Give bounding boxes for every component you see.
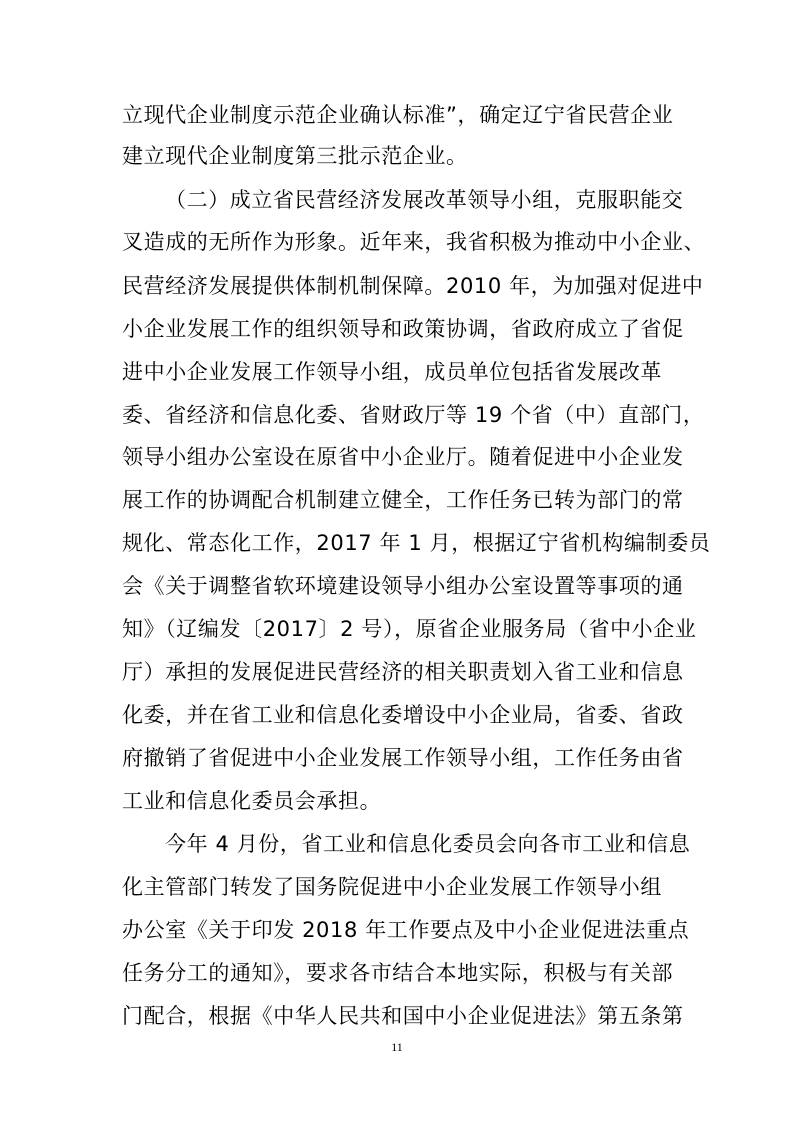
text-line: 领导小组办公室设在原省中小企业厅。随着促进中小企业发 (122, 445, 684, 469)
text-line: 办公室《关于印发 2018 年工作要点及中小企业促进法重点 (122, 918, 690, 942)
text-line: 今年 4 月份，省工业和信息化委员会向各市工业和信息 (165, 832, 691, 856)
text-line: 立现代企业制度示范企业确认标准”，确定辽宁省民营企业 (122, 103, 674, 127)
text-line: 知》（辽编发〔2017〕2 号），原省企业服务局（省中小企业 (122, 617, 697, 641)
text-line: 民营经济发展提供体制机制保障。2010 年，为加强对促进中 (122, 274, 704, 298)
text-line: 任务分工的通知》，要求各市结合本地实际，积极与有关部 (122, 961, 674, 985)
text-line: 门配合，根据《中华人民共和国中小企业促进法》第五条第 (122, 1004, 684, 1028)
text-line: 化主管部门转发了国务院促进中小企业发展工作领导小组 (122, 875, 662, 899)
text-line: 委、省经济和信息化委、省财政厅等 19 个省（中）直部门， (122, 403, 705, 427)
text-line: 厅）承担的发展促进民营经济的相关职责划入省工业和信息 (122, 660, 684, 684)
text-line: 进中小企业发展工作领导小组，成员单位包括省发展改革 (122, 360, 662, 384)
text-line: 小企业发展工作的组织领导和政策协调，省政府成立了省促 (122, 317, 684, 341)
text-line: 会《关于调整省软环境建设领导小组办公室设置等事项的通 (122, 574, 684, 598)
text-line: 叉造成的无所作为形象。近年来，我省积极为推动中小企业、 (122, 230, 706, 254)
text-line: 建立现代企业制度第三批示范企业。 (122, 144, 468, 168)
section-heading: （二）成立省民营经济发展改革领导小组，克服职能交 (165, 188, 684, 212)
page-number: 11 (391, 1040, 403, 1054)
text-line: 化委，并在省工业和信息化委增设中小企业局，省委、省政 (122, 703, 684, 727)
text-line: 工业和信息化委员会承担。 (122, 789, 382, 813)
text-line: 规化、常态化工作，2017 年 1 月，根据辽宁省机构编制委员 (122, 531, 711, 555)
text-line: 府撤销了省促进中小企业发展工作领导小组，工作任务由省 (122, 746, 684, 770)
text-line: 展工作的协调配合机制建立健全，工作任务已转为部门的常 (122, 488, 684, 512)
